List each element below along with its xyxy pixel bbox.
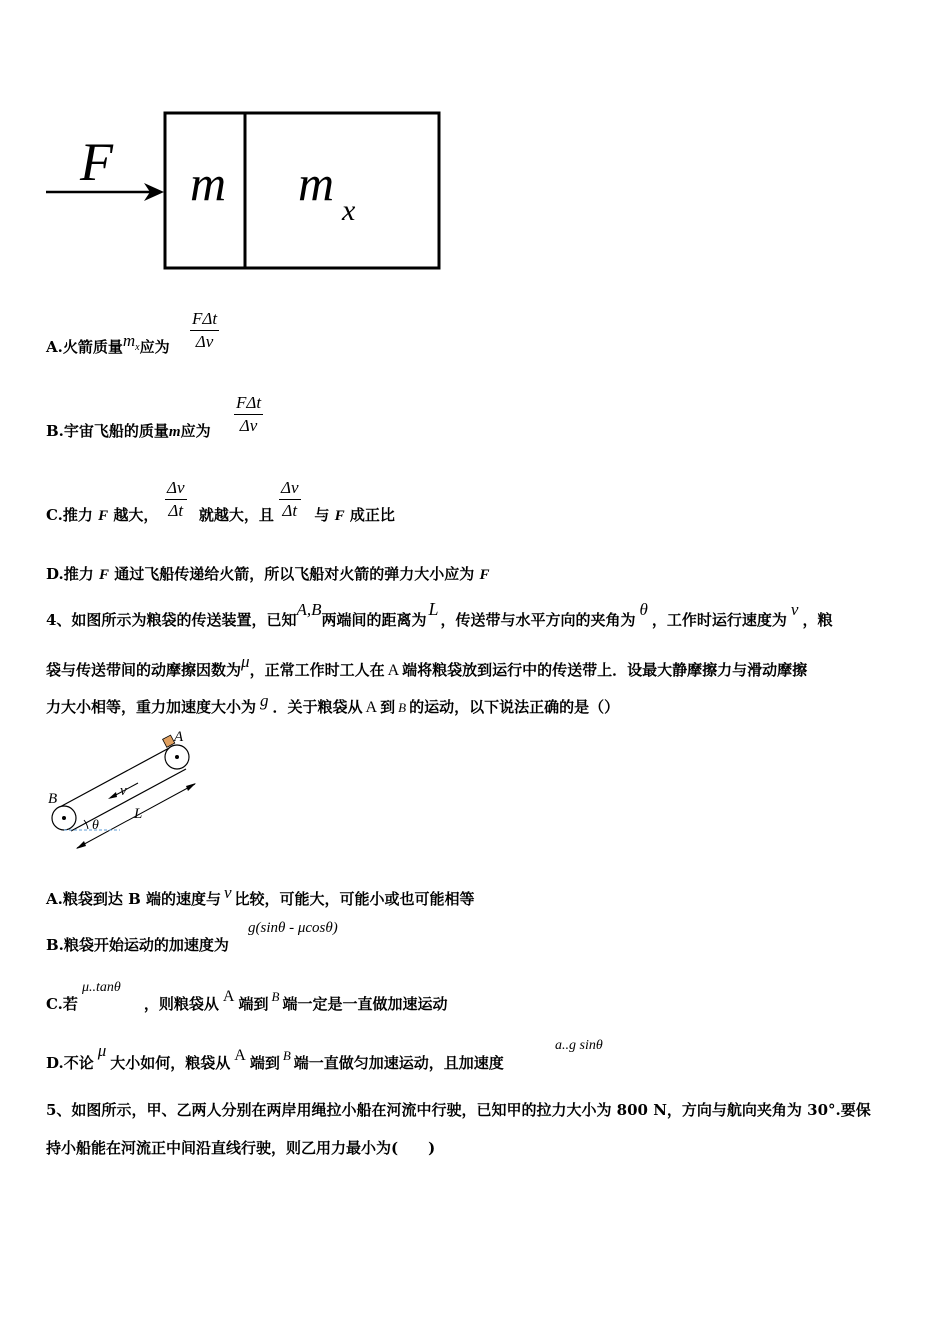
q3-d-text: 通过飞船传递给火箭，所以飞船对火箭的弹力大小应为 — [114, 565, 475, 583]
q3-c-with: 与 — [314, 506, 330, 524]
length-arrow-head-1 — [76, 841, 86, 849]
fraction-numerator: FΔt — [234, 392, 263, 415]
angle-arc — [84, 820, 88, 829]
q4-option-b — [46, 934, 229, 955]
fig-label-L: L — [134, 806, 143, 822]
q4-line-1 — [46, 599, 833, 630]
q3-a-mid: 应为 — [139, 338, 170, 356]
q4-oc-pre: C.若 — [46, 995, 78, 1013]
q3-c-fraction-2 — [279, 477, 301, 522]
q4-g: g — [260, 691, 269, 710]
q4-theta: θ — [639, 600, 648, 619]
block-mx-subscript: x — [342, 194, 356, 227]
q4-v: v — [790, 600, 799, 619]
q3-b-text: B.宇宙飞船的质量 — [46, 422, 169, 440]
q4-l1a: 4、如图所示为粮袋的传送装置，已知 — [46, 611, 297, 629]
fig-label-B: B — [48, 791, 58, 807]
q4-l3a: 力大小相等，重力加速度大小为 — [46, 698, 257, 716]
fig-label-v: v — [120, 783, 127, 799]
q3-d-pre: D.推力 — [46, 565, 94, 583]
conveyor-figure — [40, 725, 230, 855]
q4-od-mu: μ — [97, 1041, 107, 1060]
q3-c-pre: C.推力 — [46, 506, 93, 524]
q4-od-mid2: 端到 — [249, 1054, 280, 1072]
q3-option-c — [46, 504, 395, 525]
q4-l3b: ．关于粮袋从 — [272, 698, 363, 716]
q4-oc-mid1: ，则粮袋从 — [143, 995, 219, 1013]
velocity-arrow-head — [108, 792, 117, 799]
q4-oa-pre: A.粮袋到达 B 端的速度与 — [46, 890, 221, 908]
q3-c-big: 越大， — [113, 506, 159, 524]
belt-top-line — [58, 747, 171, 808]
q4-option-a — [46, 883, 475, 909]
q4-od-mid1: 大小如何，粮袋从 — [110, 1054, 231, 1072]
q3-b-var: m — [168, 424, 181, 440]
q4-oc-mid2: 端到 — [238, 995, 269, 1013]
q4-A: A — [387, 662, 400, 679]
q4-l2a: 袋与传送带间的动摩擦因数为 — [46, 661, 242, 679]
fig-label-A: A — [174, 729, 184, 745]
q4-B: B — [398, 700, 407, 715]
q3-c-F2: F — [334, 508, 345, 524]
q4-od-expr: a..g sinθ — [555, 1038, 603, 1053]
q4-oc-A: A — [222, 988, 235, 1005]
fraction-numerator: Δv — [279, 477, 301, 500]
q4-ob-expr: g(sinθ - μcosθ) — [248, 920, 338, 936]
q3-b-fraction — [234, 392, 263, 437]
q4-l1c: ，传送带与水平方向的夹角为 — [440, 611, 636, 629]
fraction-denominator: Δv — [195, 332, 214, 351]
q4-l1b: 两端间的距离为 — [321, 611, 427, 629]
q3-a-fraction — [190, 308, 219, 353]
q3-c-fraction-1 — [165, 477, 187, 522]
q4-l3d: 的运动，以下说法正确的是（） — [409, 698, 620, 716]
fraction-numerator: Δv — [165, 477, 187, 500]
q4-l1d: ，工作时运行速度为 — [651, 611, 787, 629]
q4-ob-pre: B.粮袋开始运动的加速度为 — [46, 936, 229, 954]
q3-a-var: m — [122, 331, 136, 350]
q3-c-F: F — [98, 508, 109, 524]
q3-option-a — [46, 331, 170, 357]
q3-d-F: F — [98, 567, 109, 583]
block-mx-label: m — [298, 155, 335, 211]
q3-d-F2: F — [479, 567, 490, 583]
fraction-denominator: Δv — [239, 416, 258, 435]
fraction-denominator: Δt — [168, 501, 184, 520]
q3-b-mid: 应为 — [180, 422, 211, 440]
pulley-B-center — [62, 816, 66, 820]
q4-oa-end: 比较，可能大，可能小或也可能相等 — [234, 890, 475, 908]
fraction-denominator: Δt — [282, 501, 298, 520]
q4-od-B: B — [282, 1048, 291, 1063]
q4-option-c — [46, 988, 448, 1014]
q4-od-mid3: 端一直做匀加速运动，且加速度 — [293, 1054, 504, 1072]
fraction-numerator: FΔt — [190, 308, 219, 331]
q4-l2b: ，正常工作时工人在 — [249, 661, 385, 679]
q4-oc-end: 端一定是一直做加速运动 — [282, 995, 448, 1013]
q4-AB: A,B — [296, 600, 322, 619]
q5-line-1: 5、如图所示，甲、乙两人分别在两岸用绳拉小船在河流中行驶，已知甲的拉力大小为 800 N，方向与航向夹角为 30°.要保 — [46, 1101, 871, 1119]
q4-od-A: A — [234, 1047, 246, 1064]
q3-c-end: 成正比 — [349, 506, 395, 524]
q4-L: L — [428, 599, 439, 619]
block-m-label: m — [190, 155, 227, 211]
q4-oc-B: B — [271, 989, 280, 1004]
fig-label-theta: θ — [92, 818, 99, 833]
q4-line-3 — [46, 691, 620, 717]
q4-l1e: ，粮 — [802, 611, 833, 629]
q3-a-text: A.火箭质量 — [46, 338, 123, 356]
q4-mu: μ — [241, 652, 250, 671]
q3-a-sub: x — [135, 342, 140, 353]
q4-l3c: 到 — [380, 698, 396, 716]
q3-option-b — [46, 420, 211, 441]
q5-line-2: 持小船能在河流正中间沿直线行驶，则乙用力最小为( ) — [46, 1139, 436, 1157]
belt-bottom-line — [71, 769, 186, 831]
q4-line-2 — [46, 652, 808, 680]
force-blocks-figure — [40, 105, 450, 280]
q4-option-d — [46, 1041, 504, 1073]
q4-A-2: A — [365, 699, 378, 716]
q3-option-d — [46, 563, 489, 584]
q3-c-mid: 就越大，且 — [198, 506, 274, 524]
length-arrow-head-2 — [186, 783, 196, 791]
q4-oc-expr: μ..tanθ — [82, 980, 121, 995]
q4-l2c: 端将粮袋放到运行中的传送带上．设最大静摩擦力与滑动摩擦 — [402, 661, 808, 679]
pulley-A-center — [175, 755, 179, 759]
q4-od-pre: D.不论 — [46, 1054, 94, 1072]
q4-oa-v: v — [223, 883, 232, 902]
force-label: F — [80, 132, 113, 192]
